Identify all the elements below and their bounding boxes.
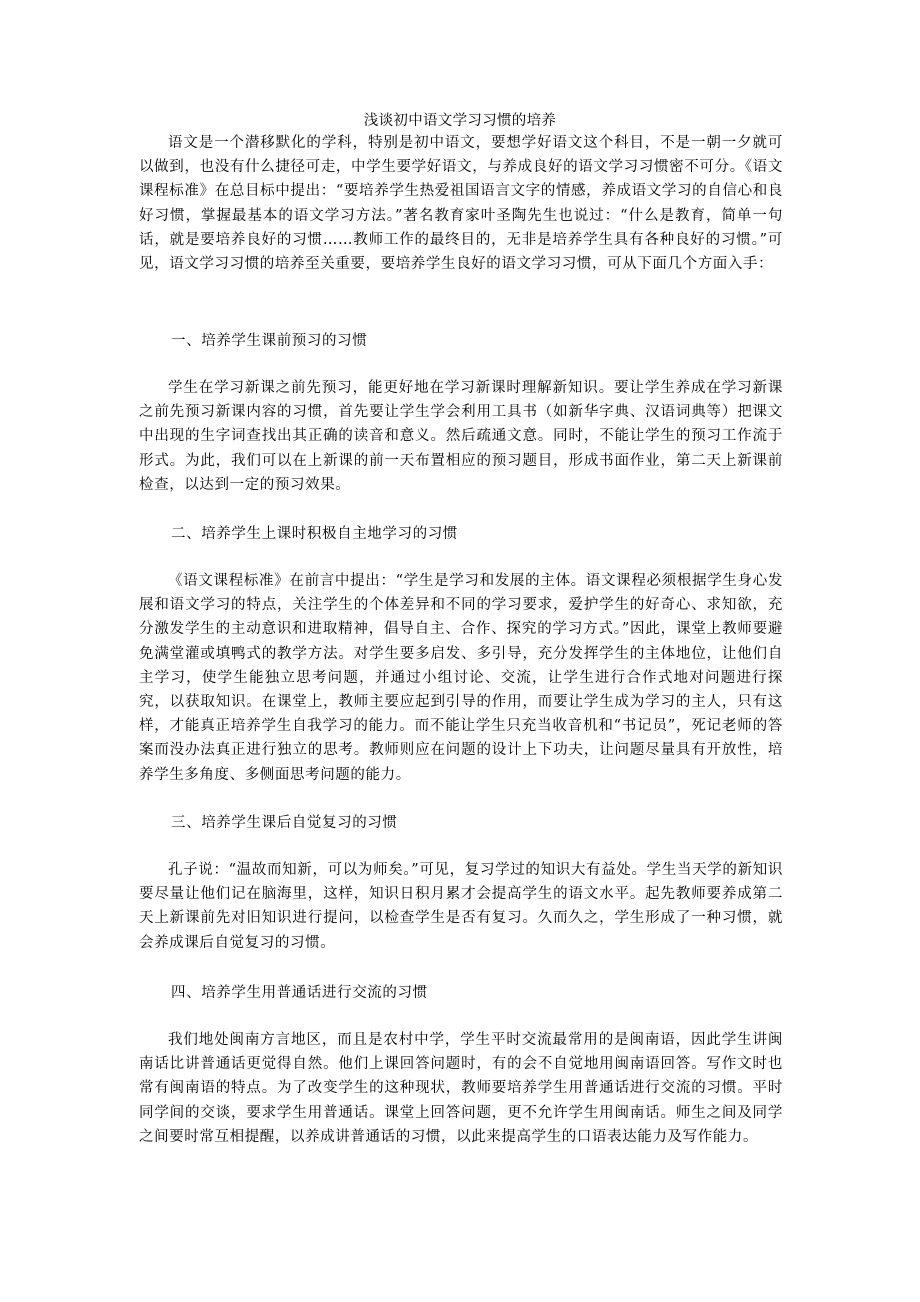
section-4-heading: 四、培养学生用普通话进行交流的习惯	[171, 985, 428, 1001]
section-3-heading: 三、培养学生课后自觉复习的习惯	[171, 815, 398, 831]
section-2-paragraph: 《语文课程标准》在前言中提出：“学生是学习和发展的主体。语文课程必须根据学生身心发展和语文学习的特点，关注学生的个体差异和不同的学习要求，爱护学生的好奇心、求知欲，充分激发学生的主动意识和进取精神，倡导自主、合作、探究的学习方式。”因此，课堂上教师要避免满堂灌或填鸭式的教学方法。对学生要多启发、多引导，充分发挥学生的主体地位，让他们自主学习，使学生能独立思考问题，并通过小组讨论、交流，让学生进行合作式地对问题进行探究，以获取知识。在课堂上，教师主要应起到引导的作用，而要让学生成为学习的主人，只有这样，才能真正培养学生自我学习的能力。而不能让学生只充当收音机和“书记员”，死记老师的答案而没办法真正进行独立的思考。教师则应在问题的设计上下功夫，让问题尽量具有开放性，培养学生多角度、多侧面思考问题的能力。	[139, 573, 783, 783]
section-3-paragraph: 孔子说：“温故而知新，可以为师矣。”可见，复习学过的知识大有益处。学生当天学的新知识要尽量让他们记在脑海里，这样，知识日积月累才会提高学生的语文水平。起先教师要养成第二天上新课前先对旧知识进行提问，以检查学生是否有复习。久而久之，学生形成了一种习惯，就会养成课后自觉复习的习惯。	[139, 862, 783, 951]
section-1-paragraph: 学生在学习新课之前先预习，能更好地在学习新课时理解新知识。要让学生养成在学习新课之前先预习新课内容的习惯，首先要让学生学会利用工具书（如新华字典、汉语词典等）把课文中出现的生字词查找出其正确的读音和意义。然后疏通文意。同时，不能让学生的预习工作流于形式。为此，我们可以在上新课的前一天布置相应的预习题目，形成书面作业，第二天上新课前检查，以达到一定的预习效果。	[139, 380, 783, 493]
section-1-heading: 一、培养学生课前预习的习惯	[171, 333, 368, 349]
document-title: 浅谈初中语文学习习惯的培养	[363, 113, 557, 129]
intro-paragraph: 语文是一个潜移默化的学科，特别是初中语文，要想学好语文这个科目，不是一朝一夕就可以做到，也没有什么捷径可走，中学生要学好语文，与养成良好的语文学习习惯密不可分。《语文课程标准》在总目标中提出：“要培养学生热爱祖国语言文字的情感，养成语文学习的自信心和良好习惯，掌握最基本的语文学习方法。”著名教育家叶圣陶先生也说过：“什么是教育，简单一句话，就是要培养良好的习惯……教师工作的最终目的，无非是培养学生具有各种良好的习惯。”可见，语文学习习惯的培养至关重要，要培养学生良好的语文学习习惯，可从下面几个方面入手：	[139, 135, 783, 273]
section-2-heading: 二、培养学生上课时积极自主地学习的习惯	[171, 526, 458, 542]
section-4-paragraph: 我们地处闽南方言地区，而且是农村中学，学生平时交流最常用的是闽南语，因此学生讲闽南话比讲普通话更觉得自然。他们上课回答问题时，有的会不自觉地用闽南语回答。写作文时也常有闽南语的特点。为了改变学生的这种现状，教师要培养学生用普通话进行交流的习惯。平时同学间的交谈，要求学生用普通话。课堂上回答问题，更不允许学生用闽南话。师生之间及同学之间要时常互相提醒，以养成讲普通话的习惯，以此来提高学生的口语表达能力及写作能力。	[139, 1032, 783, 1145]
